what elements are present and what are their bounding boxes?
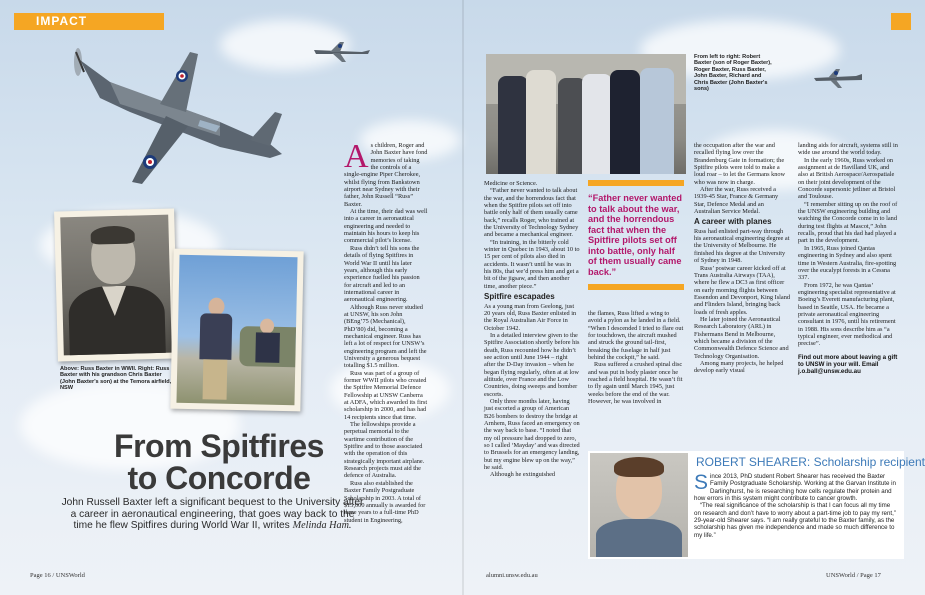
scholar-shirt — [596, 519, 682, 557]
col4-p4: Russ’ postwar career kicked off at Trans Australia Airways (TAA), where he flew a DC3 as first officer on early morning flights between Essendon and Devonport, King Island and Flinders Island, bringing back loads of fresh apples. — [694, 264, 791, 316]
col1-p4: Although Russ never studied at UNSW, his son John (BEng’75 (Mechanical), PhD’80) did, becoming a mechanical engineer. Russ has left a lot of respect for UNSW’s engineering program and left the University a generous bequest totalling $1.5 million. — [344, 303, 427, 370]
col4-p6: Among many projects, he helped develop early visual — [694, 359, 784, 375]
standfirst-author: Melinda Ham. — [292, 520, 352, 532]
standfirst — [60, 497, 365, 532]
pull-quote-text: “Father never wanted to talk about the war, and the horrendous fact that when the Spitfire pilots set off into battle, only half of them usually came back.” — [588, 193, 682, 277]
col4-p5: He later joined the Aeronautical Research Laboratory (ARL) in Fishermans Bend in Melbourne, which became a division of the Commonwealth Defence Science and Technology Organisation. — [694, 315, 789, 360]
person-2 — [526, 70, 556, 174]
article-column-4 — [694, 142, 790, 375]
col4-p1: the occupation after the war and recalled flying low over the Brandenburg Gate in formation; the Spitfire pilots were told to make a loud roar – to let the Germans know who was now in charge. — [694, 142, 786, 186]
col1-p7: Russ also established the Baxter Family Postgraduate Scholarship in 2003. A total of $15,000 annually is awarded for three years to a full-time PhD student in Engineering, — [344, 479, 426, 524]
scholar-box-title: ROBERT SHEARER: Scholarship recipient — [696, 455, 925, 469]
scholar-hair — [614, 457, 664, 477]
col4-p2: After the war, Russ received a 1939-45 Star, France & Germany Star, Defence Medal and an Australian Service Medal. — [694, 186, 779, 216]
col5-p2: In the early 1960s, Russ worked on assignment at de Havilland UK, and also at British Aerospace/Aerospatiale on their joint development of the Concorde supersonic jetliner at Bristol and Toulouse. — [798, 156, 896, 201]
group-photo-caption: From left to right: Robert Baxter (son of Roger Baxter), Roger Baxter, Russ Baxter, John Baxter, Richard and Chris Baxter (John Baxter's sons) — [694, 54, 772, 93]
section-tag — [14, 13, 164, 30]
col2-p1: Medicine or Science. — [484, 180, 538, 187]
col5-p3: “I remember sitting up on the roof of the UNSW engineering building and watching the Concorde come in to land during test flights at Mascot,” John recalls, proud that his dad had played a part in the development. — [798, 200, 898, 245]
col5-p5: From 1972, he was Qantas’ engineering specialist representative at Boeing’s Everett manufacturing plant, based in Seattle, USA. He became a private aeronautical engineering consultant in 1976, until his retirement in 1988. His sons describe him as “a typical engineer, ever methodical and precise”. — [798, 281, 896, 348]
spitfire-illustration — [70, 42, 295, 192]
article-column-1 — [344, 138, 428, 524]
scholar-photo — [590, 453, 688, 557]
col1-p2: At the time, their dad was well into a career in aeronautical engineering and needed to maintain his hours to keep his commercial pilot’s license. — [344, 208, 428, 245]
pull-quote-bottom-bar — [588, 284, 684, 290]
grandson-shirt — [255, 332, 280, 362]
col1-p5: Russ was part of a group of former WWII pilots who created the Spitfire Memorial Defence Fellowship at UNSW Canberra at ADFA, which awarded its first scholarship in 2000, and has had 14 recipients since that time. — [344, 369, 428, 421]
col1-p1: s children, Roger and John Baxter have fond memories of taking the controls of a single-engine Piper Cherokee, whilst flying from Bankstown airport near Sydney with their father, John Russell “Russ” Baxter. — [344, 142, 428, 208]
article-column-5 — [798, 142, 898, 375]
portrait-hair — [90, 225, 134, 244]
wwii-portrait-photo — [54, 208, 178, 361]
bequest-note: Find out more about leaving a gift to UNSW in your will. Email j.o.ball@unsw.edu.au — [798, 353, 898, 376]
article-column-2 — [484, 180, 580, 479]
small-spitfire-left — [312, 40, 372, 64]
title-line-2: to Concorde — [127, 460, 311, 496]
pull-quote-top-bar — [588, 180, 684, 186]
col2-p3: “In training, in the bitterly cold winter in Quebec in 1943, about 10 to 15 per cent of pilots also died in accidents. It wasn’t until he was in his 80s, that we’d press him and get a bit of the jigsaw, and then another time, another piece.” — [484, 238, 580, 290]
man-trousers — [203, 359, 228, 399]
person-6 — [640, 68, 674, 174]
person-4 — [582, 74, 612, 174]
pull-quote — [588, 180, 684, 290]
title-line-1: From Spitfires — [114, 428, 324, 464]
footer-left: Page 16 / UNSWorld — [30, 572, 85, 579]
drop-cap: A — [344, 138, 369, 175]
airfield-photo — [170, 249, 303, 412]
page-title — [84, 430, 354, 494]
scholar-drop-cap: S — [694, 471, 709, 494]
col2-p5: In a detailed interview given to the Spitfire Association shortly before his death, Russ recounted how he didn’t see action until June 1944 – right after the D-Day invasion – when he began flying regularly, often at at low altitude, over France and the Low Countries, doing sweeps and bomber escorts. — [484, 331, 580, 398]
group-photo — [486, 54, 686, 174]
man-jacket — [199, 313, 232, 360]
col2-p4: As a young man from Geelong, just 20 years old, Russ Baxter enlisted in the Royal Australian Air Force in October 1942. — [484, 302, 577, 332]
article-column-3 — [588, 310, 684, 405]
scholar-p1: ince 2013, PhD student Robert Shearer has received the Baxter Family Postgraduate Scholarship. Working at the Garvan Institute in Darlinghurst, he is researching how cells regulate their protein and how errors in this system might contribute to cancer growth. — [694, 473, 896, 503]
standfirst-text: John Russell Baxter left a significant bequest to the University after a career in aeronautical engineering, that goes way back to the time he flew Spitfires during World War II, writes — [61, 497, 364, 532]
small-spitfire-right — [812, 66, 864, 90]
col2-p7: Although he extinguished — [490, 471, 556, 479]
col1-p6: The fellowships provide a perpetual memorial to the wartime contribution of the Spitfire and to those associated with the operation of this strategically important airplane. Research projects must aid the defence of Australia. — [344, 421, 425, 480]
section-tag-label: IMPACT — [36, 14, 88, 28]
col3-p2: Russ suffered a crushed spinal disc and was put in body plaster once he reached a field hospital. He wasn’t fit to fly again until March 1945, just weeks before the end of the war. However, he was involved in — [588, 361, 683, 406]
person-5 — [610, 70, 640, 174]
footer-right: UNSWorld / Page 17 — [826, 572, 881, 579]
section-tag-end — [891, 13, 911, 30]
col5-p4: In 1965, Russ joined Qantas engineering in Sydney and also spent time in Western Australia, fire-spotting over the eucalypt forests in a Cessna 337. — [798, 244, 897, 282]
col1-p3: Russ didn’t tell his sons the details of flying Spitfires in World War II until his later years, although this early experience fuelled his passion for aircraft and led to an international career in aeronautical engineering. — [344, 244, 420, 304]
col2-p2: “Father never wanted to talk about the war, and the horrendous fact that when the Spitfire pilots set off into battle only half of them usually came back,” recalls Roger, who trained at the University of Technology Sydney and became a mechanical engineer. — [484, 187, 579, 239]
col4-p3: Russ had enlisted part-way through his aeronautical engineering degree at the University of Melbourne. He finished his degree at the University of Sydney in 1948. — [694, 227, 790, 265]
scholar-p2: “The real significance of the scholarship is that I can focus all my time on research and don’t have to worry about a part-time job to pay my rent,” 29-year-old Shearer says. “I am really grateful to the Baxter family, as the scholarship has given me independence and made so much difference to my life.” — [694, 502, 896, 539]
col2-p6: Only three months later, having just escorted a group of American B26 bombers to destroy the bridge at Arnhem, Russ faced an emergency on the way back to base. “I noted that my oil pressure had dropped to zero, so I called ‘Mayday’ and was directed to Brussels for an emergency landing, but my engine blew up on the way,” he said. — [484, 397, 580, 472]
footer-center: alumni.unsw.edu.au — [486, 572, 538, 579]
scholar-box-text — [694, 473, 898, 539]
section-heading-career: A career with planes — [694, 217, 772, 227]
col3-p1: the flames, Russ lifted a wing to avoid a pylon as he landed in a field. “When I descended I tried to flare out for touchdown, the aircraft mushed and struck the ground tail-first, breaking the fuselage in half just behind the cockpit,” he said. — [588, 310, 684, 362]
col5-p1: landing aids for aircraft, systems still in wide use around the world today. — [798, 142, 898, 157]
section-heading-spitfire: Spitfire escapades — [484, 292, 555, 302]
page-fold — [462, 0, 464, 595]
person-1 — [498, 76, 528, 174]
left-photos-caption: Above: Russ Baxter in WWII. Right: Russ Baxter with his grandson Chris Baxter (John Baxter's son) at the Temora airfield, NSW — [60, 366, 172, 392]
